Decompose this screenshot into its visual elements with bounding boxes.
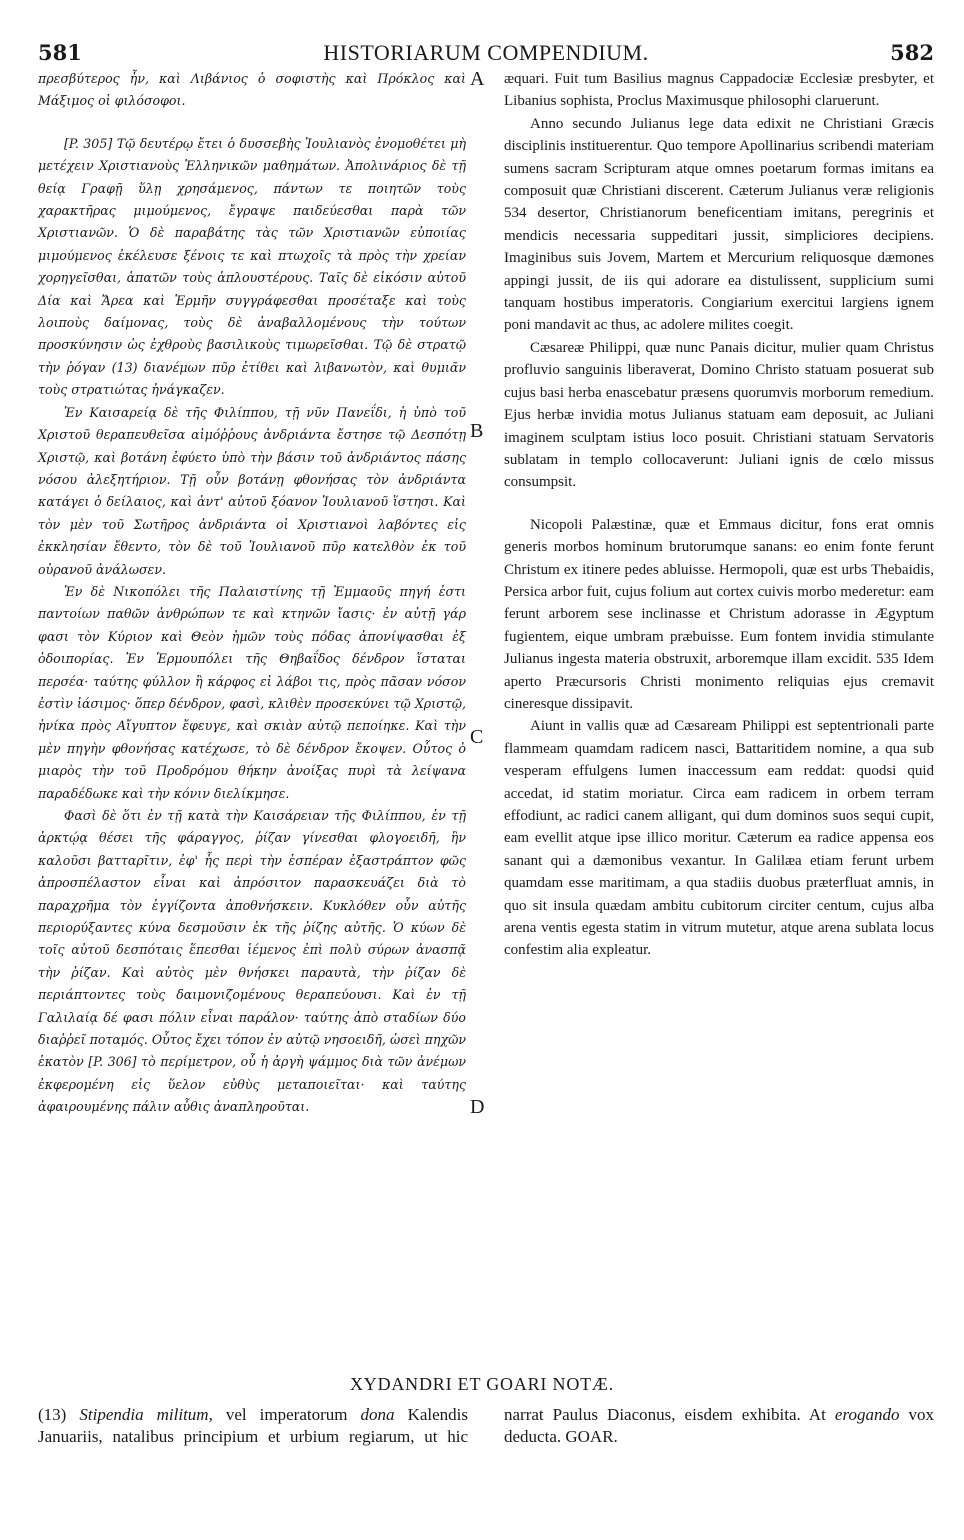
footnote-author: GOAR. <box>565 1427 618 1446</box>
greek-column <box>38 68 466 1119</box>
greek-paragraph: πρεσβύτερος ἦν, καὶ Λιβάνιος ὁ σοφιστὴς καὶ Πρόκλος καὶ Μάξιμος οἱ φιλόσοφοι. <box>38 71 466 109</box>
footnote-lemma: Stipendia militum, <box>79 1405 213 1424</box>
greek-paragraph: [P. 305] Τῷ δευτέρῳ ἔτει ὁ δυσσεβὴς Ἰουλιανὸς ἐνομοθέτει μὴ μετέχειν Χριστιανοὺς Ἑλληνικῶν μαθημάτων. Ἀπολινάριος δὲ τῇ θείᾳ Γραφῇ ὕλῃ χρησάμενος, πάντων τε ποιητῶν τοὺς χαρακτῆρας μιμούμενος, ἔγραψε παιδεύεσθαι παρὰ τῶν Χριστιανῶν. Ὁ δὲ παραβάτης τὰς τῶν Χριστιανῶν εὐποιίας μιμούμενος ἐκέλευσε ξένοις τε καὶ πτωχοῖς τὰ πρὸς τὴν χρείαν χορηγεῖσθαι, ἁπατῶν τοὺς ἁπλουστέρους. Ταῖς δὲ εἰκόσιν αὐτοῦ Δία καὶ Ἄρεα καὶ Ἑρμῆν συγγράφεσθαι προσέταξε καὶ τοὺς λοιποὺς δαίμονας, τοὺς δὲ ἀναβαλλομένους τὴν τούτων προσκύνησιν ὡς ἐχθροὺς βασιλικοὺς τιμωρεῖσθαι. Τῷ δὲ στρατῷ τὴν ῥόγαν (13) διανέμων πῦρ ἐτίθει καὶ λιβανωτὸν, καὶ θυμιᾶν τοὺς στρατιώτας ἠνάγκαζεν. <box>38 135 466 398</box>
footnote-text: vox deducta. <box>504 1405 934 1446</box>
latin-paragraph: Anno secundo Julianus lege data edixit ne Christiani Græcis disciplinis instituerentur. Quo tempore Apollinarius scribendi materiam sumens sacram Scripturam atque omnes poetarum formas imitans ea composuit quæ Christiani discerent. Cæterum Julianus veræ religionis 534 desertor, Christianorum beneficentiam imitans, peregrinis et mendicis necessaria suppeditari jussit, simpliciores decipiens. Imaginibus suis Jovem, Martem et Mercurium reliquosque dæmones appingi jussit, de iis qui adorare ea distulissent, supplicium sumi tanquam hostibus imperatoris. Congiarium exercitui largiens ignem poni mandavit ac thus, ac adolere milites coegit. <box>504 115 934 334</box>
footnote-text: Kalendis Januariis, natalibus principium et urbium regiarum, ut hic narrat Paulus Diaconus, eisdem exhibita. At <box>38 1405 835 1446</box>
latin-paragraph: æquari. Fuit tum Basilius magnus Cappadociæ Ecclesiæ presbyter, et Libanius sophista, Proclus Maximusque philosophi claruerunt. <box>504 71 934 110</box>
greek-paragraph: Φασὶ δὲ ὅτι ἐν τῇ κατὰ τὴν Καισάρειαν τῆς Φιλίππου, ἐν τῇ ἀρκτῴᾳ θέσει τῆς φάραγγος, ῥίζαν γίνεσθαι φλογοειδῆ, ἣν καλοῦσι βατταρῖτιν, ἐφ' ἧς περὶ τὴν ἑσπέραν ἐξαστράπτον φῶς ἀπροσπέλαστον εἶναι καὶ ἀπρόσιτον παρασκευάζει διὰ τὸ παραχρῆμα τὸν ἐγγίζοντα ἀποθνήσκειν. Κυκλόθεν οὖν αὐτῆς περιορύξαντες κύνα δεσμοῦσιν ἐκ τῆς ῥίζης αὐτῆς. Ὁ κύων δὲ τοῖς αὐτοῦ δεσπόταις ἕπεσθαι ἱέμενος ἐπὶ πολὺ σύρων ἀνασπᾷ τὴν ῥίζαν. Καὶ αὐτὸς μὲν θνήσκει παραυτὰ, τὴν ῥίζαν δὲ περιάπτοντες τοὺς δαιμονιζομένους θεραπεύουσι. Καὶ ἐν τῇ Γαλιλαίᾳ δέ φασι πόλιν εἶναι παράλον· ταύτης ἀπὸ σταδίων δύο διαῤῥεῖ ποταμός. Οὗτος ἔχει τόπον ἐν αὐτῷ νησοειδῆ, ὡσεὶ πηχῶν ἑκατὸν [P. 306] τὸ περίμετρον, οὗ ἡ ἀργὴ ψάμμος διὰ τῶν ἀνέμων ἐκφερομένη εἰς ὕελον εὐθὺς μεταποιεῖται· καὶ ταύτης ἀφαιρουμένης πάλιν αὖθις ἀναπληροῦται. <box>38 808 466 1115</box>
footnote <box>38 1404 934 1448</box>
latin-paragraph: Nicopoli Palæstinæ, quæ et Emmaus dicitur, fons erat omnis generis morbos hominum brutorumque sanans: eo enim fonte ferunt Christum ex itinere pedes abluisse. Hermopoli, quæ est urbs Thebaidis, Persica arbor fuit, cujus folium aut cortex cuivis morbo mederetur: eam ferunt arborem sese inclinasse et Christum adorasse in Ægyptum fugientem, eique umbram præbuisse. Eum fontem invidia stimulante Julianus ingesta materia obstruxit, arboremque illam excidit. 535 Idem aperto Præcursoris Christi monimento reliquias ejus cremavit cineresque dissipavit. <box>504 516 934 712</box>
footnotes <box>38 1404 934 1448</box>
section-marker-d: D <box>470 1096 485 1118</box>
running-title: HISTORIARUM COMPENDIUM. <box>323 40 649 65</box>
section-marker-a: A <box>470 68 485 90</box>
footnote-term: dona <box>360 1405 395 1424</box>
greek-paragraph: Ἐν Καισαρείᾳ δὲ τῆς Φιλίππου, τῇ νῦν Πανεΐδι, ἡ ὑπὸ τοῦ Χριστοῦ θεραπευθεῖσα αἱμόῤῥους ἀνδριάντα ἔστησε τῷ Δεσπότῃ Χριστῷ, καὶ βοτάνη ἐφύετο ὑπὸ τὴν βάσιν τοῦ ἀνδριάντος πάσης νόσου ἀλεξητήριον. Τῇ οὖν βοτάνῃ φθονήσας τὸν ἀνδριάντα κατάγει ὁ δείλαιος, καὶ ἀντ' αὐτοῦ ξόανον Ἰουλιανοῦ ἵστησι. Καὶ τὸν μὲν τοῦ Σωτῆρος ἀνδριάντα οἱ Χριστιανοὶ λαβόντες εἰς ἐκκλησίαν ἔθεντο, τὸν δὲ τοῦ Ἰουλιανοῦ πῦρ κατελθὸν ἐκ τοῦ οὐρανοῦ ἀνάλωσεν. <box>38 404 466 577</box>
page-number-left: 581 <box>38 40 82 65</box>
latin-paragraph: Cæsareæ Philippi, quæ nunc Panais dicitur, mulier quam Christus profluvio sanguinis liberaverat, Domino Christo statuam posuerat sub cujus basi herba enascebatur præsens quorumvis morborum remedium. Ejus herbæ invidia motus Julianus statuam eam deposuit, ac Juliani imaginem sculptam istius loco posuit. Christiani statuam Servatoris sublatam in templo collocaverunt: Juliani ignis de cœlo missus consumpsit. <box>504 339 934 491</box>
footnote-term: erogando <box>834 1405 900 1424</box>
notes-title: XYDANDRI ET GOARI NOTÆ. <box>349 1374 615 1394</box>
page-header <box>38 40 934 66</box>
latin-column <box>504 68 934 962</box>
footnote-text: vel imperatorum <box>212 1405 361 1424</box>
greek-paragraph: Ἐν δὲ Νικοπόλει τῆς Παλαιστίνης τῇ Ἐμμαοῦς πηγή ἐστι παντοίων παθῶν ἀνθρώπων τε καὶ κτηνῶν ἴασις· ἐν αὐτῇ γάρ φασι τὸν Κύριον καὶ Θεὸν ἡμῶν τοὺς πόδας ἀπονίψασθαι ἐξ ὁδοιπορίας. Ἐν Ἑρμουπόλει τῆς Θηβαΐδος δένδρον ἵσταται περσέα· ταύτης φύλλον ἢ κάρφος εἰ λάβοι τις, πρὸς πᾶσαν νόσον ἐστὶν ἰάσιμος· ὅπερ δένδρον, φασὶ, κλιθὲν προσεκύνει τῷ Χριστῷ, ἡνίκα πρὸς Αἴγυπτον ἔφευγε, καὶ σκιὰν αὐτῷ πεποίηκε. Καὶ τὴν μὲν πηγὴν φθονήσας κατέχωσε, τὸ δὲ δένδρον ἔκοψεν. Οὗτος ὁ μιαρὸς τὴν τοῦ Προδρόμου θήκην ἀνοίξας πυρὶ τὰ λείψανα παραδέδωκε καὶ τὴν κόνιν διελίκμησε. <box>38 583 466 801</box>
section-marker-c: C <box>470 726 484 748</box>
page-number-right: 582 <box>890 40 934 65</box>
footnote-number: (13) <box>38 1405 67 1424</box>
section-marker-b: B <box>470 420 484 442</box>
latin-paragraph: Aiunt in vallis quæ ad Cæsaream Philippi est septentrionali parte flammeam quamdam radicem nasci, Battaritidem nomine, a qua sub vesperam effulgens lumen inaccessum eam reddat: quodsi quid accedat, id statim moriatur. Circa eam radicem in orbem terram effodiunt, ac radici canem alligant, qui dum dominos suos sequi cupit, eam evellit atque ipse illico moritur. Cæterum ea radice appensa eos sanant qui a dæmonibus vexantur. In Galilæa etiam ferunt urbem quamdam esse maritimam, a qua stadiis duobus præterfluat amnis, in quo sit insula quædam ambitu cubitorum circiter centum, cujus alba arena ventis egesta statim in vitrum mutetur, atque arena sublata locus confestim alia expleatur. <box>504 718 934 959</box>
